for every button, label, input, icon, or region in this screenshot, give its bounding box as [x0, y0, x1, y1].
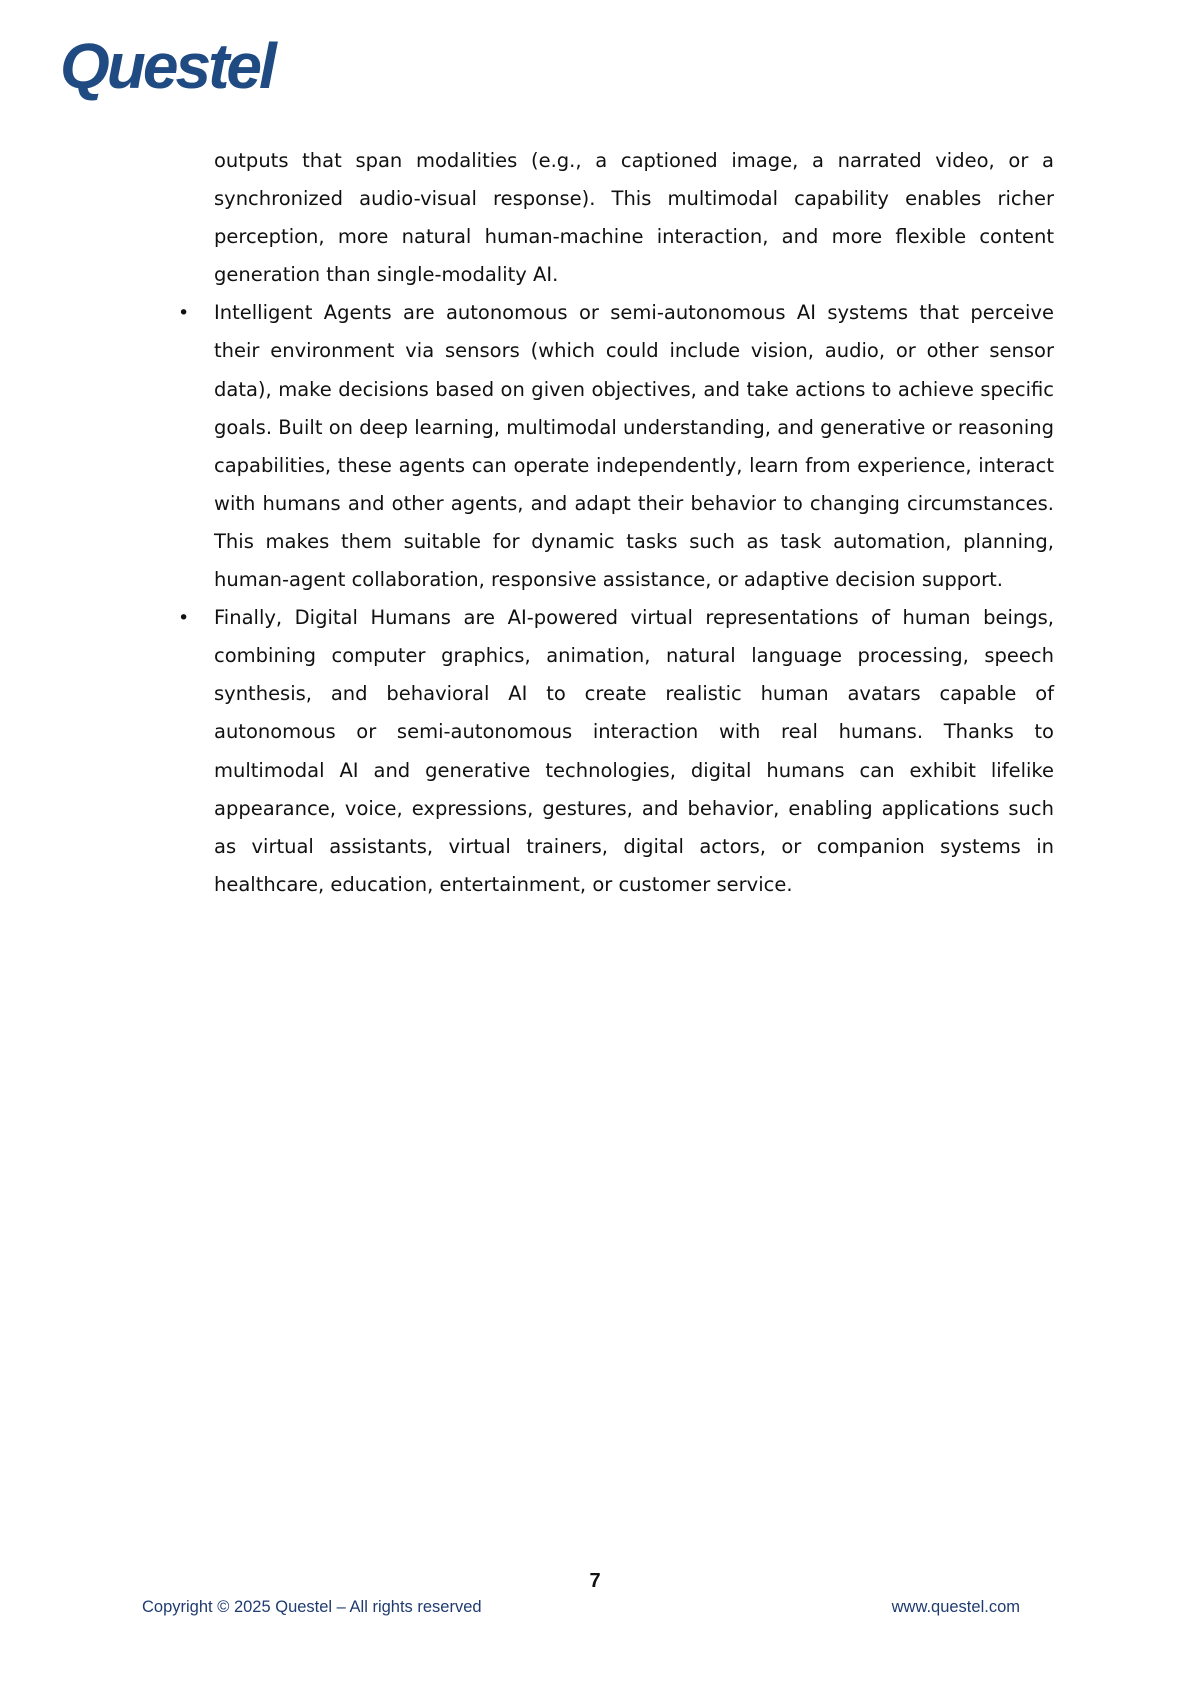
list-item-text: Intelligent Agents are autonomous or semi-autonomous AI systems that perceive their environment via sensors (which could include vision, audio, or other sensor data), make decisions based on given objectives, and take actions to achieve specific goals. Built on deep learning, multimodal understanding, and generative or reasoning capabilities, these agents can operate independently, learn from experience, interact with humans and other agents, and adapt their behavior to changing circumstances. This makes them suitable for dynamic tasks such as task automation, planning, human-agent collaboration, responsive assistance, or adaptive decision support.	[214, 301, 1054, 592]
logo-text: Questel	[60, 30, 274, 102]
bullet-icon: •	[178, 302, 190, 325]
list-item-text: Finally, Digital Humans are AI-powered virtual representations of human beings, combining computer graphics, animation, natural language processing, speech synthesis, and behavioral AI to create realistic human avatars capable of autonomous or semi-autonomous interaction with real humans. Thanks to multimodal AI and generative technologies, digital humans can exhibit lifelike appearance, voice, expressions, gestures, and behavior, enabling applications such as virtual assistants, virtual trainers, digital actors, or companion systems in healthcare, education, entertainment, or customer service.	[214, 606, 1054, 896]
questel-logo	[58, 30, 298, 106]
bullet-list	[178, 294, 1054, 904]
questel-logo-wordmark	[58, 30, 298, 106]
list-item	[178, 599, 1054, 904]
page-number: 7	[589, 1570, 601, 1592]
footer-copyright: Copyright © 2025 Questel – All rights reserved	[142, 1598, 482, 1616]
footer-website: www.questel.com	[891, 1598, 1020, 1616]
document-body	[178, 142, 1054, 904]
bullet-icon: •	[178, 607, 190, 630]
continuation-paragraph: outputs that span modalities (e.g., a captioned image, a narrated video, or a synchronized audio-visual response). This multimodal capability enables richer perception, more natural human-machine interaction, and more flexible content generation than single-modality AI.	[214, 149, 1054, 287]
list-item	[178, 294, 1054, 599]
